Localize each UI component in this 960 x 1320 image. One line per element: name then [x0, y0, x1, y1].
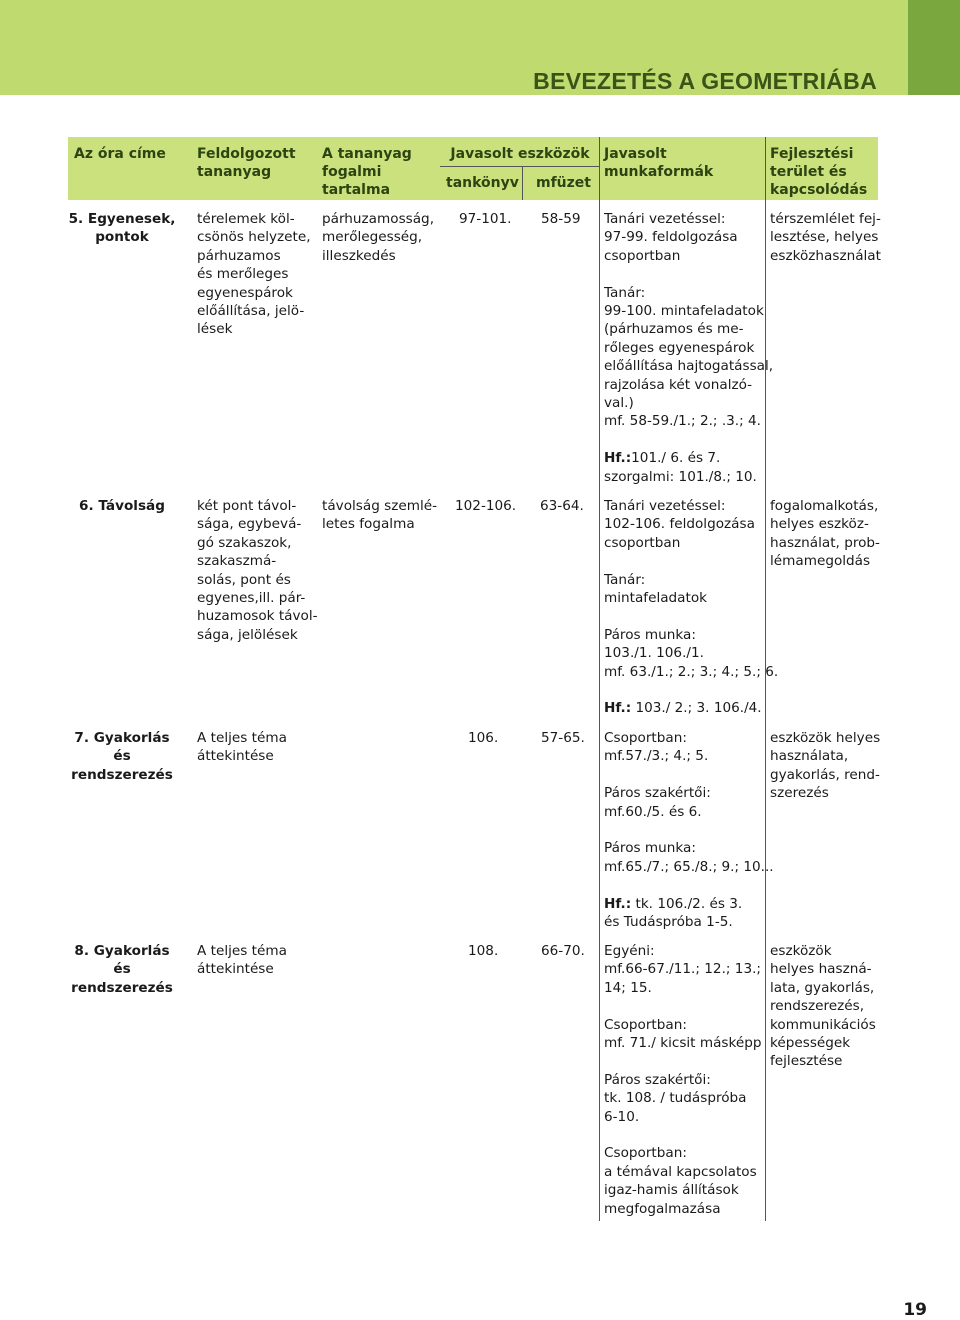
row-methods: Tanári vezetéssel: 97-99. feldolgozása csoportban Tanár: 99-100. mintafeladatok (párhuzamos és me- rőleges egyenespárok előállítása hajtogatással, rajzolása két vonalzó- val.) mf. 58-59./1.; 2.; .3.; 4. Hf.:101./ 6. és 7. szorgalmi: 101./8.; 10.	[604, 211, 774, 485]
row-material: A teljes téma áttekintése	[197, 730, 287, 765]
col-methods-header: Javasolt munkaformák	[604, 146, 714, 180]
row-textbook: 102-106.	[455, 498, 517, 514]
row-development: térszemlélet fej- lesztése, helyes eszközhasználat	[770, 211, 881, 264]
col-title-header: Az óra címe	[74, 146, 166, 162]
row-material: térelemek köl- csönös helyzete, párhuzamos és merőleges egyenespárok előállítása, jelö- lések	[197, 211, 311, 338]
header-divider	[440, 166, 600, 167]
col-material-header: Feldolgozott tananyag	[197, 146, 296, 180]
row-workbook: 63-64.	[540, 498, 584, 514]
col-textbook-header: tankönyv	[446, 175, 519, 191]
row-workbook: 66-70.	[541, 943, 585, 959]
row-development: eszközök helyes használata, gyakorlás, rend- szerezés	[770, 730, 881, 802]
row-title: 5. Egyenesek, pontok	[68, 211, 176, 246]
row-methods: Csoportban: mf.57./3.; 4.; 5. Páros szakértői: mf.60./5. és 6. Páros munka: mf.65./7.; 65./8.; 9.; 10... Hf.: tk. 106./2. és 3. és Tudáspróba 1-5.	[604, 730, 774, 931]
row-concepts: távolság szemlé- letes fogalma	[322, 498, 438, 533]
row-workbook: 57-65.	[541, 730, 585, 746]
row-textbook: 106.	[468, 730, 499, 746]
row-textbook: 97-101.	[459, 211, 512, 227]
row-title: 8. Gyakorlás és rendszerezés	[71, 943, 173, 996]
row-title: 7. Gyakorlás és rendszerezés	[71, 730, 173, 783]
col-tools-header: Javasolt eszközök	[450, 146, 590, 162]
col-development-header: Fejlesztési terület és kapcsolódás	[770, 146, 868, 198]
row-title: 6. Távolság	[79, 498, 165, 514]
row-concepts: párhuzamosság, merőlegesség, illeszkedés	[322, 211, 435, 264]
row-methods: Tanári vezetéssel: 102-106. feldolgozása csoportban Tanár: mintafeladatok Páros munka: 103./1. 106./1. mf. 63./1.; 2.; 3.; 4.; 5.; 6. Hf.: 103./ 2.; 3. 106./4.	[604, 498, 779, 717]
row-material: A teljes téma áttekintése	[197, 943, 287, 978]
row-development: fogalomalkotás, helyes eszköz- használat, prob- lémamegoldás	[770, 498, 880, 570]
row-workbook: 58-59	[541, 211, 581, 227]
row-textbook: 108.	[468, 943, 499, 959]
col-workbook-header: mfüzet	[536, 175, 591, 191]
page-number: 19	[903, 1300, 927, 1320]
row-development: eszközök helyes haszná- lata, gyakorlás, rendszerezés, kommunikációs képességek fejlesztése	[770, 943, 876, 1070]
header-divider	[522, 166, 523, 200]
col-concepts-header: A tananyag fogalmi tartalma	[322, 146, 412, 198]
header-band-accent	[908, 0, 960, 95]
page-title: BEVEZETÉS A GEOMETRIÁBA	[533, 68, 877, 94]
row-material: két pont távol- sága, egybevá- gó szakaszok, szakaszmá- solás, pont és egyenes,ill. pár- huzamosok távol- sága, jelölések	[197, 498, 318, 643]
column-divider	[599, 137, 600, 1221]
row-methods: Egyéni: mf.66-67./11.; 12.; 13.; 14; 15. Csoportban: mf. 71./ kicsit másképp Páros szakértői: tk. 108. / tudáspróba 6-10. Csoportban: a témával kapcsolatos igaz-hamis állítások megfogalmazása	[604, 943, 762, 1217]
